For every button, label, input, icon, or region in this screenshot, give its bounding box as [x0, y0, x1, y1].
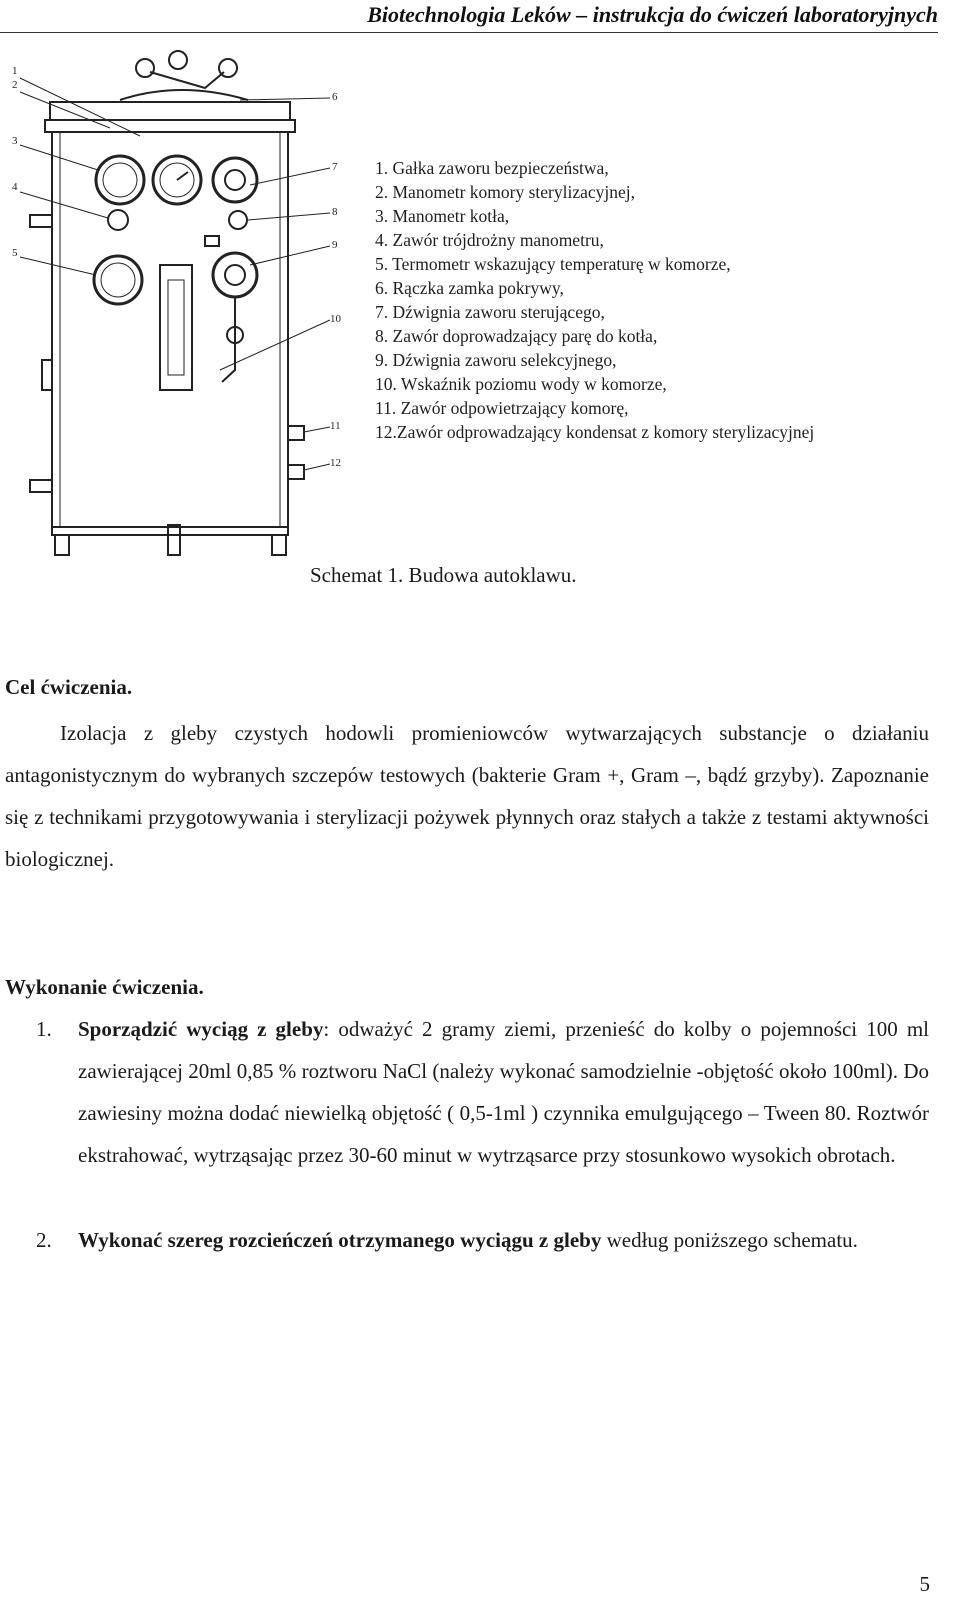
condensate-knob: [30, 480, 52, 492]
parts-list-item: 12.Zawór odprowadzający kondensat z komory sterylizacyjnej: [375, 422, 815, 442]
callout-4: 4: [12, 181, 18, 193]
header-rule: [0, 32, 938, 33]
callout-9: 9: [332, 239, 338, 251]
step-title: Wykonać szereg rozcieńczeń otrzymanego wyciągu z gleby: [78, 1228, 602, 1252]
callout-6: 6: [332, 91, 338, 103]
parts-list-item: 8. Zawór doprowadzający parę do kotła,: [375, 326, 658, 346]
safety-knob: [30, 215, 52, 227]
lid-rim: [50, 102, 290, 120]
parts-list-item: 7. Dźwignia zaworu sterującego,: [375, 302, 605, 322]
callout-12: 12: [330, 457, 341, 469]
procedure-heading: Wykonanie ćwiczenia.: [5, 975, 204, 999]
handle-knob-left: [136, 59, 154, 77]
parts-list-item: 4. Zawór trójdrożny manometru,: [375, 230, 604, 250]
parts-list-item: 3. Manometr kotła,: [375, 206, 510, 226]
lid-flange: [45, 120, 295, 132]
callout-2: 2: [12, 79, 18, 91]
parts-list-item: 1. Gałka zaworu bezpieczeństwa,: [375, 158, 609, 178]
foot-center: [168, 525, 180, 555]
steam-valve: [229, 211, 247, 229]
callout-1: 1: [12, 65, 18, 77]
control-valve: [213, 158, 257, 202]
valve-knob-left: [205, 236, 219, 246]
callout-3: 3: [12, 135, 18, 147]
step-number: 1.: [36, 1017, 52, 1041]
parts-list-item: 9. Dźwignia zaworu selekcyjnego,: [375, 350, 617, 370]
side-fitting: [42, 360, 52, 390]
step-number: 2.: [36, 1228, 52, 1252]
parts-list: [375, 156, 814, 444]
foot-right: [272, 535, 286, 555]
figure-caption: Schemat 1. Budowa autoklawu.: [310, 563, 577, 587]
page-number: 5: [919, 1572, 930, 1596]
callout-10: 10: [330, 313, 341, 325]
parts-list-item: 2. Manometr komory sterylizacyjnej,: [375, 182, 635, 202]
callout-11: 11: [330, 420, 341, 432]
lid-dome: [120, 90, 248, 100]
autoclave-diagram: [0, 50, 360, 560]
parts-list-item: 6. Rączka zamka pokrywy,: [375, 278, 564, 298]
condensate-valve: [288, 465, 304, 479]
handle-arms: [150, 72, 224, 88]
selector-valve: [213, 253, 257, 297]
handle-knob-center: [169, 51, 187, 69]
parts-list-item: 11. Zawór odpowietrzający komorę,: [375, 398, 629, 418]
step-text: według poniższego schematu.: [601, 1228, 858, 1252]
procedure-step: [36, 1008, 929, 1176]
parts-list-item: 10. Wskaźnik poziomu wody w komorze,: [375, 374, 667, 394]
callout-7: 7: [332, 161, 338, 173]
step-text: : odważyć 2 gramy ziemi, przenieść do kolby o pojemności 100 ml zawierającej 20ml 0,85 % roztworu NaCl (należy wykonać samodzielnie -objętość około 100ml). Do zawiesiny można dodać niewielką objętość ( 0,5-1ml ) czynnika emulgującego – Tween 80. Roztwór ekstrahować, wytrząsając przez 30-60 minut w wytrząsarce przy stosunkowo wysokich obrotach.: [78, 1017, 929, 1167]
vent-valve: [288, 426, 304, 440]
aim-heading: Cel ćwiczenia.: [5, 675, 133, 699]
running-header: Biotechnologia Leków – instrukcja do ćwiczeń laboratoryjnych: [367, 2, 938, 27]
callout-8: 8: [332, 206, 338, 218]
base-plate: [52, 527, 288, 535]
step-title: Sporządzić wyciąg z gleby: [78, 1017, 324, 1041]
callout-5: 5: [12, 247, 18, 259]
three-way-valve: [108, 210, 128, 230]
foot-left: [55, 535, 69, 555]
procedure-step: [36, 1219, 929, 1261]
water-level-indicator: [160, 265, 192, 390]
aim-paragraph: Izolacja z gleby czystych hodowli promieniowców wytwarzających substancje o działaniu antagonistycznym do wybranych szczepów testowych (bakterie Gram +, Gram –, bądź grzyby). Zapoznanie się z technikami przygotowywania i sterylizacji pożywek płynnych oraz stałych a także z testami aktywności biologicznej.: [5, 721, 929, 871]
parts-list-item: 5. Termometr wskazujący temperaturę w komorze,: [375, 254, 731, 274]
